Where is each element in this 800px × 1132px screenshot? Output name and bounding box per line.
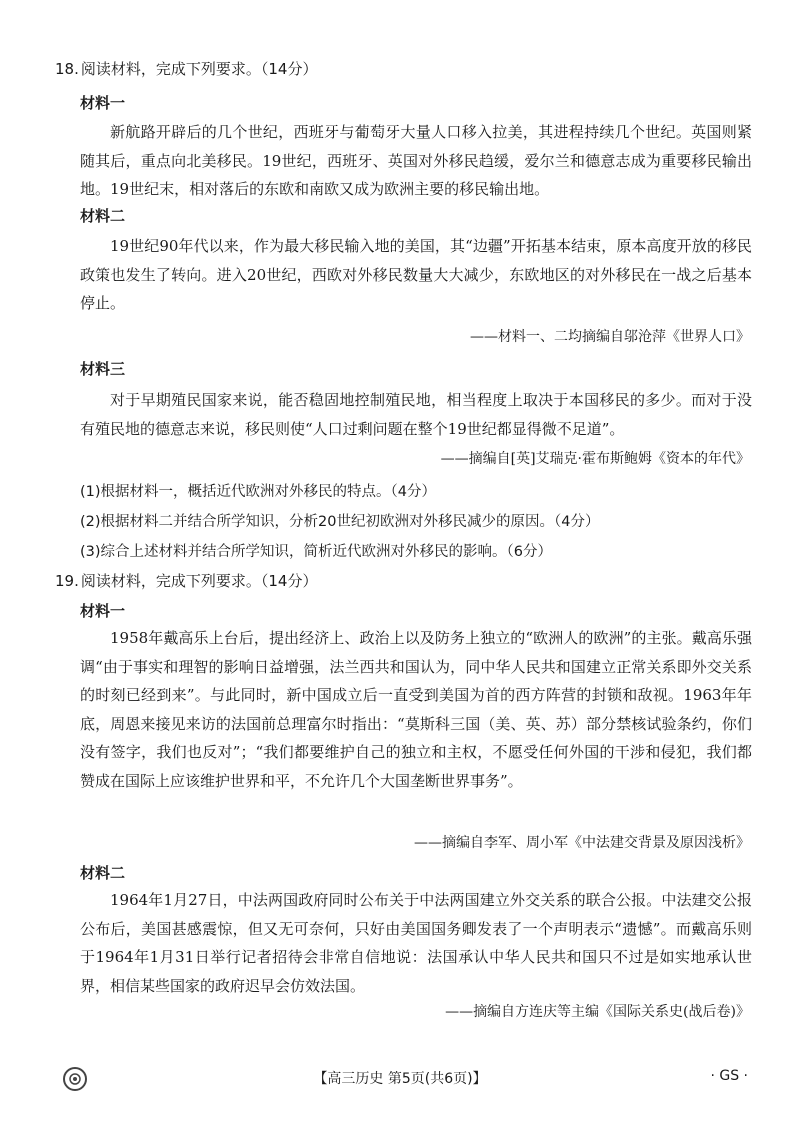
q18-material-1-2-source: ——材料一、二均摘编自邬沧萍《世界人口》: [470, 329, 750, 345]
q19-material-1-source: ——摘编自李军、周小军《中法建交背景及原因浅析》: [414, 835, 750, 851]
q19-material-2-source: ——摘编自方连庆等主编《国际关系史(战后卷)》: [445, 1004, 750, 1020]
q18-material-1-title: 材料一: [80, 94, 126, 112]
q19-material-2-title: 材料二: [80, 864, 126, 882]
q18-number: 18.: [55, 60, 79, 78]
q18-sub-question-1: (1)根据材料一，概括近代欧洲对外移民的特点。（4分）: [80, 484, 437, 500]
q19-material-2-text: 1964年1月27日，中法两国政府同时公布关于中法两国建立外交关系的联合公报。中法建交公报公布后，美国甚感震惊，但又无可奈何，只好由美国国务卿发表了一个声明表示“遗憾”。而戴高乐则于1964年1月31日举行记者招待会非常自信地说：法国承认中华人民共和国只不过是如实地承认世界，相信某些国家的政府迟早会仿效法国。: [80, 891, 752, 995]
q19-material-1-title: 材料一: [80, 602, 126, 620]
page-footer-label: 【高三历史 第5页(共6页)】: [313, 1071, 487, 1087]
q18-sub-question-3: (3)综合上述材料并结合所学知识，简析近代欧洲对外移民的影响。（6分）: [80, 544, 553, 560]
q18-header: [55, 58, 755, 79]
q19-instruction: 阅读材料，完成下列要求。（14分）: [80, 572, 318, 590]
q19-header: [55, 570, 755, 591]
q18-instruction: 阅读材料，完成下列要求。（14分）: [80, 60, 318, 78]
q18-material-2-title: 材料二: [80, 207, 126, 225]
q18-material-2-text: 19世纪90年代以来，作为最大移民输入地的美国，其“边疆”开拓基本结束，原本高度开放的移民政策也发生了转向。进入20世纪，西欧对外移民数量大大减少，东欧地区的对外移民在一战之后基本停止。: [80, 237, 752, 312]
q18-material-3-title: 材料三: [80, 360, 126, 378]
page-footer-code: · GS ·: [710, 1068, 748, 1084]
q18-material-1-text: 新航路开辟后的几个世纪，西班牙与葡萄牙大量人口移入拉美，其进程持续几个世纪。英国则紧随其后，重点向北美移民。19世纪，西班牙、英国对外移民趋缓，爱尔兰和德意志成为重要移民输出地。19世纪末，相对落后的东欧和南欧又成为欧洲主要的移民输出地。: [80, 123, 752, 198]
q19-material-1-text: 1958年戴高乐上台后，提出经济上、政治上以及防务上独立的“欧洲人的欧洲”的主张。戴高乐强调“由于事实和理智的影响日益增强，法兰西共和国认为，同中华人民共和国建立正常关系即外交关系的时刻已经到来”。与此同时，新中国成立后一直受到美国为首的西方阵营的封锁和敌视。1963年年底，周恩来接见来访的法国前总理富尔时指出：“莫斯科三国（美、英、苏）部分禁核试验条约，你们没有签字，我们也反对”；“我们都要维护自己的独立和主权，不愿受任何外国的干涉和侵犯，我们都赞成在国际上应该维护世界和平，不允许几个大国垄断世界事务”。: [80, 629, 752, 790]
q18-sub-question-2: (2)根据材料二并结合所学知识，分析20世纪初欧洲对外移民减少的原因。（4分）: [80, 514, 600, 530]
q18-material-3-text: 对于早期殖民国家来说，能否稳固地控制殖民地，相当程度上取决于本国移民的多少。而对于没有殖民地的德意志来说，移民则使“人口过剩问题在整个19世纪都显得微不足道”。: [80, 391, 752, 438]
q18-material-3-source: ——摘编自[英]艾瑞克·霍布斯鲍姆《资本的年代》: [440, 451, 750, 467]
q19-number: 19.: [55, 572, 79, 590]
